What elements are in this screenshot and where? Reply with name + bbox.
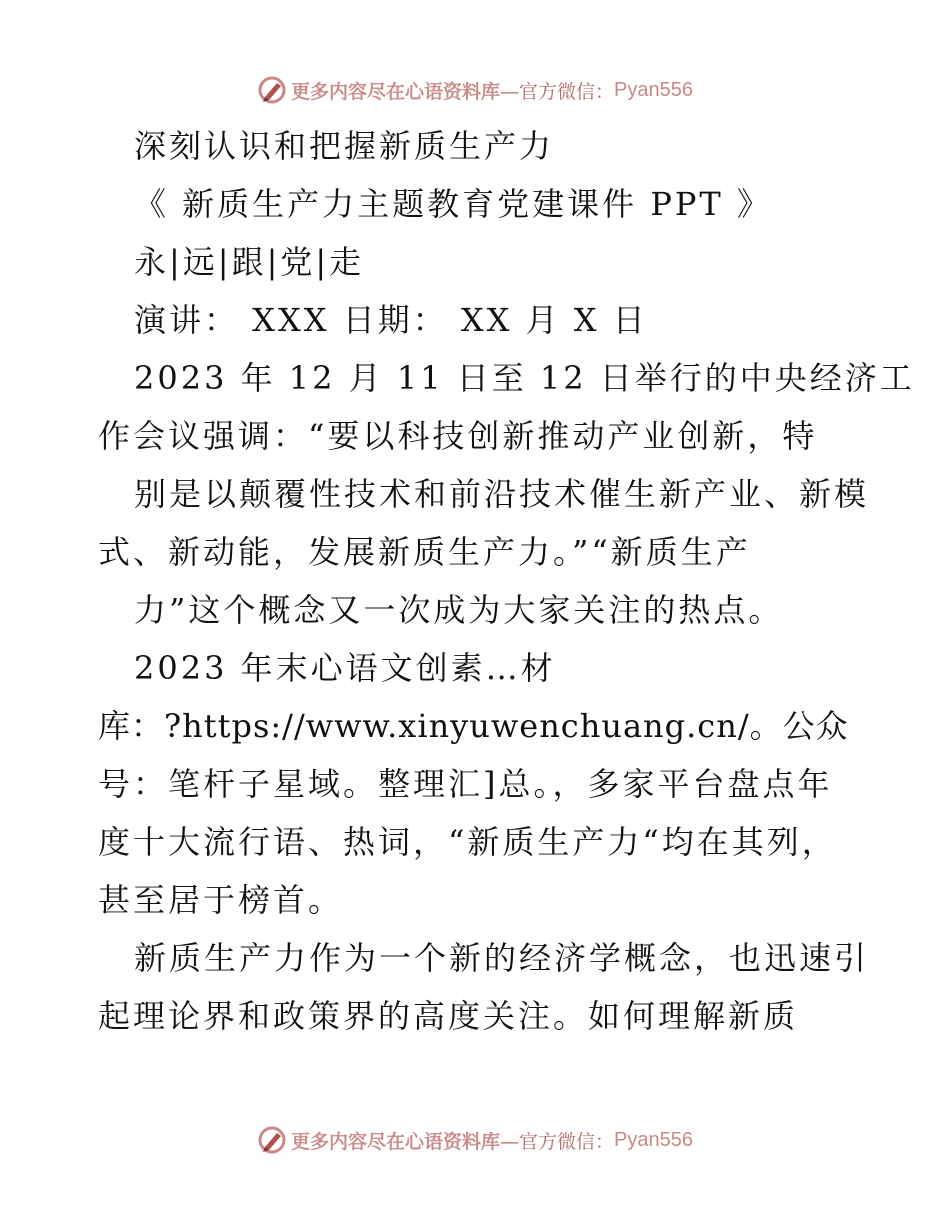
footer-wechat-id: Pyan556 xyxy=(614,1128,693,1151)
doc-paragraph-line: 作会议强调：“要以科技创新推动产业创新，特 xyxy=(98,417,818,455)
doc-slogan: 永|远|跟|党|走 xyxy=(134,243,365,281)
doc-title: 深刻认识和把握新质生产力 xyxy=(134,127,555,165)
doc-paragraph-line: 度十大流行语、热词，“新质生产力“均在其列， xyxy=(98,823,837,861)
doc-paragraph-line: 力”这个概念又一次成为大家关注的热点。 xyxy=(134,591,784,629)
doc-speaker-date: 演讲： XXX 日期： XX 月 X 日 xyxy=(134,301,648,339)
doc-paragraph-line: 库：?https://www.xinyuwenchuang.cn/。公众 xyxy=(98,707,849,745)
doc-paragraph-line: 别是以颠覆性技术和前沿技术催生新产业、新模 xyxy=(134,475,870,513)
footer-separator: —官方微信： xyxy=(500,1130,615,1153)
pen-logo-icon xyxy=(257,75,287,105)
doc-paragraph-line: 2023 年 12 月 11 日至 12 日举行的中央经济工 xyxy=(134,359,915,397)
footer-banner xyxy=(0,1120,950,1160)
header-brand: 更多内容尽在心语资料库 xyxy=(291,80,501,103)
doc-paragraph-line: 号：笔杆子星域。整理汇]总。，多家平台盘点年 xyxy=(98,765,833,803)
doc-paragraph-line: 新质生产力作为一个新的经济学概念，也迅速引 xyxy=(134,939,870,977)
doc-paragraph-line: 起理论界和政策界的高度关注。如何理解新质 xyxy=(98,997,799,1035)
footer-brand: 更多内容尽在心语资料库 xyxy=(291,1130,501,1153)
header-separator: —官方微信： xyxy=(500,80,615,103)
header-banner xyxy=(0,70,950,110)
doc-paragraph-line: 2023 年末心语文创素…材 xyxy=(134,649,556,687)
doc-paragraph-line: 式、新动能，发展新质生产力。”“新质生产 xyxy=(98,533,751,571)
doc-paragraph-line: 甚至居于榜首。 xyxy=(98,881,344,919)
header-wechat-id: Pyan556 xyxy=(614,78,693,101)
doc-subtitle: 《 新质生产力主题教育党建课件 PPT 》 xyxy=(134,185,772,223)
pen-logo-icon xyxy=(257,1125,287,1155)
